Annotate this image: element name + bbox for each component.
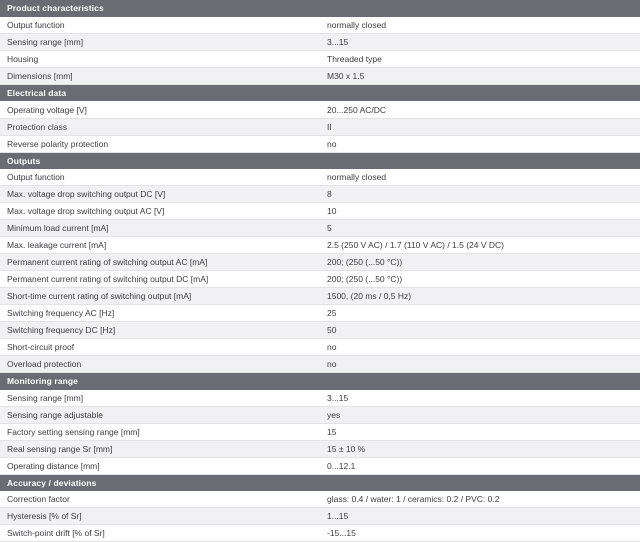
table-row	[0, 220, 640, 237]
row-label: Overload protection	[0, 356, 320, 373]
row-value: 5	[320, 220, 640, 237]
section-header-electrical-data	[0, 85, 640, 102]
table-row	[0, 406, 640, 423]
row-label: Reverse polarity protection	[0, 135, 320, 152]
row-label: Short-circuit proof	[0, 339, 320, 356]
row-value: no	[320, 356, 640, 373]
row-label: Switch-point drift [% of Sr]	[0, 525, 320, 542]
row-value: 25	[320, 305, 640, 322]
row-value: 15 ± 10 %	[320, 440, 640, 457]
section-title: Electrical data	[0, 85, 640, 102]
row-value: II	[320, 118, 640, 135]
table-row	[0, 322, 640, 339]
row-label: Short-time current rating of switching output [mA]	[0, 288, 320, 305]
table-row	[0, 457, 640, 474]
table-row	[0, 356, 640, 373]
row-label: Factory setting sensing range [mm]	[0, 423, 320, 440]
row-label: Output function	[0, 169, 320, 186]
row-label: Max. voltage drop switching output DC [V]	[0, 186, 320, 203]
row-value: 15	[320, 423, 640, 440]
row-value: no	[320, 135, 640, 152]
row-value: yes	[320, 406, 640, 423]
row-label: Sensing range adjustable	[0, 406, 320, 423]
row-value: no	[320, 339, 640, 356]
table-row	[0, 305, 640, 322]
table-row	[0, 390, 640, 407]
table-row	[0, 169, 640, 186]
row-label: Switching frequency AC [Hz]	[0, 305, 320, 322]
row-value: 0...12.1	[320, 457, 640, 474]
table-row	[0, 508, 640, 525]
row-value: 8	[320, 186, 640, 203]
row-value: 10	[320, 203, 640, 220]
section-header-accuracy-deviations	[0, 474, 640, 491]
section-title: Accuracy / deviations	[0, 474, 640, 491]
section-title: Product characteristics	[0, 0, 640, 17]
table-row	[0, 51, 640, 68]
table-row	[0, 254, 640, 271]
row-label: Housing	[0, 51, 320, 68]
table-row	[0, 525, 640, 542]
table-row	[0, 271, 640, 288]
row-value: 20...250 AC/DC	[320, 101, 640, 118]
row-value: M30 x 1.5	[320, 68, 640, 85]
row-label: Operating distance [mm]	[0, 457, 320, 474]
row-value: 200; (250 (...50 °C))	[320, 271, 640, 288]
row-value: Threaded type	[320, 51, 640, 68]
row-value: 50	[320, 322, 640, 339]
row-value: 1500, (20 ms / 0,5 Hz)	[320, 288, 640, 305]
row-label: Switching frequency DC [Hz]	[0, 322, 320, 339]
table-row	[0, 135, 640, 152]
row-value: normally closed	[320, 169, 640, 186]
table-row	[0, 101, 640, 118]
row-value: glass: 0.4 / water: 1 / ceramics: 0.2 / PVC: 0.2	[320, 491, 640, 508]
row-label: Correction factor	[0, 491, 320, 508]
table-row	[0, 17, 640, 34]
table-row	[0, 237, 640, 254]
table-row	[0, 186, 640, 203]
section-header-monitoring-range	[0, 373, 640, 390]
table-row	[0, 203, 640, 220]
table-row	[0, 288, 640, 305]
table-row	[0, 440, 640, 457]
table-row	[0, 339, 640, 356]
row-label: Output function	[0, 17, 320, 34]
row-label: Permanent current rating of switching output AC [mA]	[0, 254, 320, 271]
row-label: Permanent current rating of switching output DC [mA]	[0, 271, 320, 288]
section-header-product-characteristics	[0, 0, 640, 17]
table-row	[0, 118, 640, 135]
table-row	[0, 34, 640, 51]
row-label: Minimum load current [mA]	[0, 220, 320, 237]
section-header-outputs	[0, 152, 640, 169]
table-row	[0, 68, 640, 85]
row-label: Protection class	[0, 118, 320, 135]
row-value: 3...15	[320, 34, 640, 51]
section-title: Monitoring range	[0, 373, 640, 390]
row-value: 200; (250 (...50 °C))	[320, 254, 640, 271]
row-label: Operating voltage [V]	[0, 101, 320, 118]
table-row	[0, 423, 640, 440]
row-value: normally closed	[320, 17, 640, 34]
section-title: Outputs	[0, 152, 640, 169]
row-label: Max. voltage drop switching output AC [V]	[0, 203, 320, 220]
row-value: 2.5 (250 V AC) / 1.7 (110 V AC) / 1.5 (24 V DC)	[320, 237, 640, 254]
table-row	[0, 491, 640, 508]
row-value: 1...15	[320, 508, 640, 525]
row-label: Dimensions [mm]	[0, 68, 320, 85]
row-label: Max. leakage current [mA]	[0, 237, 320, 254]
row-label: Sensing range [mm]	[0, 34, 320, 51]
row-label: Hysteresis [% of Sr]	[0, 508, 320, 525]
row-value: -15...15	[320, 525, 640, 542]
row-label: Sensing range [mm]	[0, 390, 320, 407]
row-label: Real sensing range Sr [mm]	[0, 440, 320, 457]
row-value: 3...15	[320, 390, 640, 407]
